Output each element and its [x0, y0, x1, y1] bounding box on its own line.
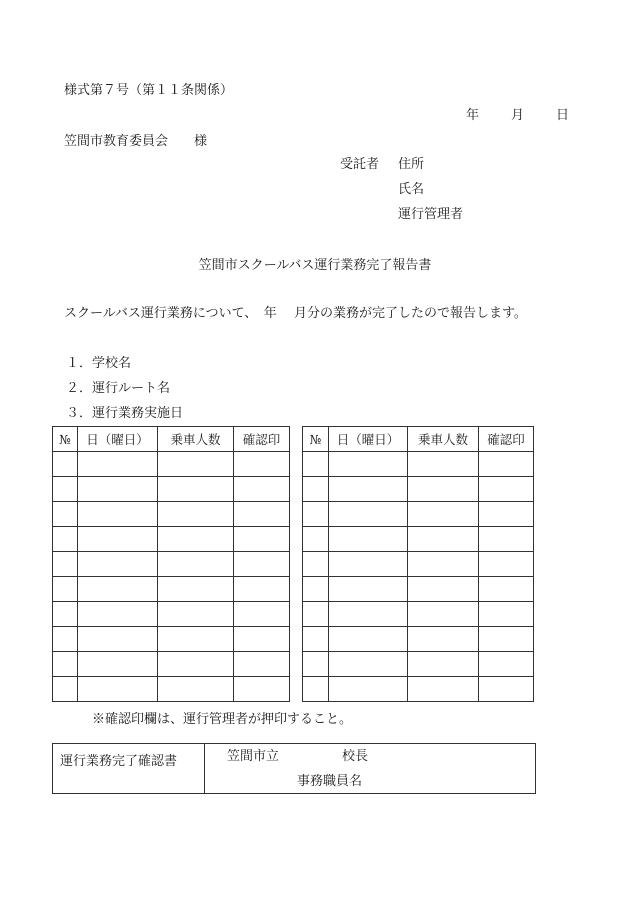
col-seal-header: 確認印 [234, 427, 290, 452]
table-row [303, 552, 534, 577]
number-cell[interactable] [53, 527, 78, 552]
col-passengers-header: 乗車人数 [158, 427, 234, 452]
seal-note: ※確認印欄は、運行管理者が押印すること。 [92, 712, 353, 727]
date-cell[interactable] [78, 652, 158, 677]
addressee: 笠間市教育委員会 様 [64, 134, 208, 149]
date-day-label: 日 [556, 108, 570, 123]
recipient-name-label: 氏名 [398, 182, 425, 197]
passengers-cell[interactable] [408, 527, 479, 552]
intro-text: スクールバス運行業務について、 年 月分の業務が完了したので報告します。 [64, 306, 527, 321]
table-row [53, 477, 290, 502]
passengers-cell[interactable] [158, 502, 234, 527]
table-row [53, 452, 290, 477]
number-cell[interactable] [53, 652, 78, 677]
col-date-header: 日（曜日） [329, 427, 408, 452]
seal-cell[interactable] [234, 602, 290, 627]
passengers-cell[interactable] [158, 477, 234, 502]
date-year-label: 年 [466, 108, 480, 123]
passengers-cell[interactable] [158, 552, 234, 577]
passengers-cell[interactable] [408, 477, 479, 502]
seal-cell[interactable] [479, 577, 534, 602]
passengers-cell[interactable] [158, 652, 234, 677]
col-passengers-header: 乗車人数 [408, 427, 479, 452]
number-cell[interactable] [53, 602, 78, 627]
passengers-cell[interactable] [408, 552, 479, 577]
date-cell[interactable] [78, 677, 158, 702]
number-cell[interactable] [303, 677, 329, 702]
date-cell[interactable] [329, 577, 408, 602]
seal-cell[interactable] [479, 602, 534, 627]
passengers-cell[interactable] [408, 652, 479, 677]
passengers-cell[interactable] [158, 627, 234, 652]
number-cell[interactable] [53, 627, 78, 652]
service-log-table-right [302, 426, 534, 702]
confirmation-label: 運行業務完了確認書 [53, 744, 205, 794]
passengers-cell[interactable] [408, 602, 479, 627]
date-cell[interactable] [78, 502, 158, 527]
confirmation-school-prefix: 笠間市立 [227, 749, 280, 764]
seal-cell[interactable] [479, 552, 534, 577]
seal-cell[interactable] [234, 502, 290, 527]
col-seal-header: 確認印 [479, 427, 534, 452]
col-number-header: № [53, 427, 78, 452]
table-row [303, 627, 534, 652]
number-cell[interactable] [53, 452, 78, 477]
number-cell[interactable] [303, 502, 329, 527]
form-number: 様式第７号（第１１条関係） [64, 83, 234, 98]
seal-cell[interactable] [479, 502, 534, 527]
number-cell[interactable] [303, 652, 329, 677]
date-month-label: 月 [511, 108, 525, 123]
confirmation-signature-area [205, 744, 536, 794]
date-line [466, 109, 569, 122]
table-row [303, 477, 534, 502]
table-body [53, 452, 290, 702]
number-cell[interactable] [303, 477, 329, 502]
table-row [53, 552, 290, 577]
recipient-address-label: 住所 [398, 157, 425, 172]
number-cell[interactable] [303, 577, 329, 602]
table-body [303, 452, 534, 702]
passengers-cell[interactable] [158, 452, 234, 477]
table-row [53, 627, 290, 652]
seal-cell[interactable] [479, 652, 534, 677]
number-cell[interactable] [53, 577, 78, 602]
seal-cell[interactable] [234, 627, 290, 652]
number-cell[interactable] [303, 627, 329, 652]
recipient-label: 受託者 [340, 157, 380, 172]
number-cell[interactable] [53, 677, 78, 702]
passengers-cell[interactable] [158, 527, 234, 552]
service-log-table-left [52, 426, 290, 702]
table-row [53, 527, 290, 552]
confirmation-staff-name-label: 事務職員名 [297, 774, 363, 789]
date-cell[interactable] [329, 477, 408, 502]
seal-cell[interactable] [479, 452, 534, 477]
seal-cell[interactable] [479, 627, 534, 652]
date-cell[interactable] [329, 552, 408, 577]
table-row [303, 527, 534, 552]
item-route-name: ２．運行ルート名 [66, 381, 171, 396]
number-cell[interactable] [303, 527, 329, 552]
table-row [53, 602, 290, 627]
number-cell[interactable] [303, 452, 329, 477]
passengers-cell[interactable] [158, 577, 234, 602]
confirmation-principal-label: 校長 [342, 749, 369, 764]
table-row [303, 577, 534, 602]
table-header-row [53, 427, 290, 452]
date-cell[interactable] [78, 627, 158, 652]
seal-cell[interactable] [479, 477, 534, 502]
col-number-header: № [303, 427, 329, 452]
confirmation-box [52, 743, 536, 794]
date-cell[interactable] [329, 502, 408, 527]
seal-cell[interactable] [234, 552, 290, 577]
number-cell[interactable] [53, 552, 78, 577]
passengers-cell[interactable] [158, 677, 234, 702]
table-row [303, 502, 534, 527]
item-service-dates: ３．運行業務実施日 [66, 406, 184, 421]
table-row [53, 502, 290, 527]
table-header-row [303, 427, 534, 452]
date-cell[interactable] [78, 577, 158, 602]
recipient-manager-label: 運行管理者 [398, 207, 464, 222]
table-row [303, 452, 534, 477]
date-cell[interactable] [329, 627, 408, 652]
date-cell[interactable] [78, 552, 158, 577]
passengers-cell[interactable] [408, 677, 479, 702]
seal-cell[interactable] [234, 652, 290, 677]
seal-cell[interactable] [479, 677, 534, 702]
seal-cell[interactable] [234, 452, 290, 477]
date-cell[interactable] [78, 477, 158, 502]
table-row [303, 652, 534, 677]
date-cell[interactable] [78, 452, 158, 477]
col-date-header: 日（曜日） [78, 427, 158, 452]
item-school-name: １．学校名 [66, 356, 132, 371]
passengers-cell[interactable] [408, 452, 479, 477]
number-cell[interactable] [303, 552, 329, 577]
seal-cell[interactable] [234, 577, 290, 602]
date-cell[interactable] [78, 602, 158, 627]
date-cell[interactable] [329, 527, 408, 552]
seal-cell[interactable] [234, 677, 290, 702]
table-row [303, 602, 534, 627]
table-row [53, 577, 290, 602]
seal-cell[interactable] [479, 527, 534, 552]
number-cell[interactable] [303, 602, 329, 627]
passengers-cell[interactable] [408, 577, 479, 602]
table-row [53, 677, 290, 702]
passengers-cell[interactable] [158, 602, 234, 627]
passengers-cell[interactable] [408, 502, 479, 527]
table-row [53, 652, 290, 677]
date-cell[interactable] [78, 527, 158, 552]
date-cell[interactable] [329, 652, 408, 677]
number-cell[interactable] [53, 502, 78, 527]
passengers-cell[interactable] [408, 627, 479, 652]
date-cell[interactable] [329, 677, 408, 702]
seal-cell[interactable] [234, 477, 290, 502]
number-cell[interactable] [53, 477, 78, 502]
document-title: 笠間市スクールバス運行業務完了報告書 [198, 258, 432, 273]
table-row [303, 677, 534, 702]
date-cell[interactable] [329, 452, 408, 477]
date-cell[interactable] [329, 602, 408, 627]
seal-cell[interactable] [234, 527, 290, 552]
